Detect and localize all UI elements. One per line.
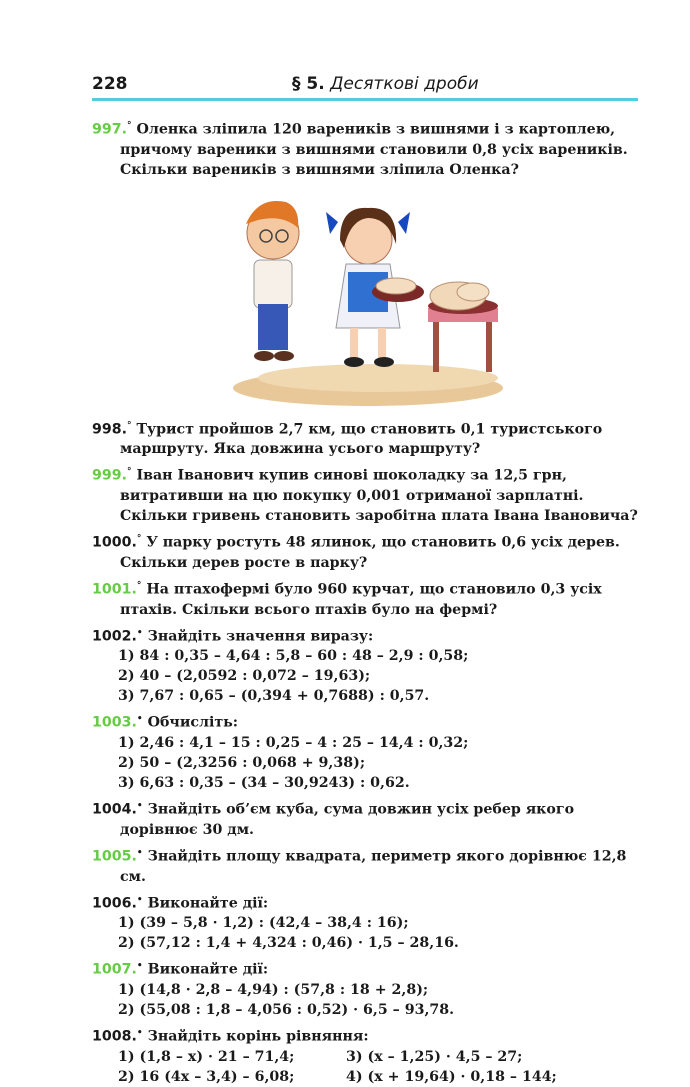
problem-text: Іван Іванович купив синові шоколадку за 12,5 грн, витративши на цю покупку 0,001 отриманої зарплатні. Скільки гривень становить заробітна плата Івана Івановича? [120, 468, 638, 525]
section-title [292, 74, 479, 94]
problem-text: На птахофермі було 960 курчат, що становило 0,3 усіх птахів. Скільки всього птахів було на фермі? [120, 581, 602, 618]
difficulty-mark: ° [127, 420, 132, 431]
difficulty-mark: • [136, 894, 143, 905]
problem-number: 1001. [92, 581, 137, 598]
problem-1005 [92, 843, 638, 887]
expression-line: 2) (55,08 : 1,8 – 4,056 : 0,52) · 6,5 – 93,78. [118, 1002, 455, 1019]
problem-text: Знайдіть площу квадрата, периметр якого дорівнює 12,8 см. [120, 848, 627, 885]
difficulty-mark: • [136, 627, 143, 638]
page-number: 228 [92, 74, 128, 94]
problem-text: Виконайте дії: [147, 962, 269, 979]
equation-line: 4) (x + 19,64) · 0,18 – 144; [346, 1068, 557, 1085]
problem-1006 [92, 890, 638, 914]
problem-text: Знайдіть значення виразу: [147, 628, 374, 645]
problem-1002 [92, 623, 638, 647]
expression-line: 2) 50 – (2,3256 : 0,068 + 9,38); [118, 755, 366, 772]
problem-number: 1006. [92, 895, 137, 912]
illustration-children-dumplings [92, 180, 638, 416]
problem-999 [92, 462, 638, 526]
problem-text: Турист пройшов 2,7 км, що становить 0,1 туристського маршруту. Яка довжина усього маршруту? [120, 421, 603, 458]
equation-line: 3) (x – 1,25) · 4,5 – 27; [346, 1048, 523, 1065]
problem-1008 [92, 1023, 638, 1047]
expression-line: 1) (39 – 5,8 · 1,2) : (42,4 – 38,4 : 16); [118, 915, 409, 932]
difficulty-mark: ° [136, 534, 142, 545]
difficulty-mark: • [136, 847, 143, 858]
problem-text: Оленка зліпила 120 вареників з вишнями і з картоплею, причому вареники з вишнями становили 0,8 усіх вареників. Скільки вареників з вишнями зліпила Оленка? [120, 121, 628, 178]
problem-number: 1007. [92, 962, 137, 979]
page-header [92, 72, 638, 98]
problem-number: 1004. [92, 801, 137, 818]
section-number: § 5. [292, 74, 325, 94]
problem-1003 [92, 709, 638, 733]
difficulty-mark: • [136, 961, 143, 972]
problem-1000 [92, 529, 638, 573]
equation-line: 1) (1,8 – x) · 21 – 71,4; [118, 1048, 295, 1065]
difficulty-mark: ° [136, 580, 142, 591]
problems-list [92, 116, 638, 1087]
equations-column-right [346, 1047, 606, 1087]
equations-column-left [92, 1047, 346, 1087]
equations-columns [92, 1047, 638, 1087]
difficulty-mark: • [136, 801, 143, 812]
problem-number: 1002. [92, 628, 137, 645]
problem-number: 1008. [92, 1028, 137, 1045]
problem-number: 1000. [92, 534, 137, 551]
difficulty-mark: • [136, 1028, 143, 1039]
children-illustration-image [228, 188, 508, 410]
problem-998 [92, 416, 638, 460]
expression-line: 2) 40 – (2,0592 : 0,072 – 19,63); [118, 668, 371, 685]
problem-text: Знайдіть об’єм куба, сума довжин усіх ребер якого дорівнює 30 дм. [120, 801, 575, 838]
problem-1001 [92, 576, 638, 620]
problem-number: 1005. [92, 848, 137, 865]
difficulty-mark: • [136, 714, 143, 725]
equation-line: 2) 16 (4x – 3,4) – 6,08; [118, 1068, 295, 1085]
problem-1004 [92, 796, 638, 840]
difficulty-mark: ° [127, 121, 132, 131]
problem-text: Виконайте дії: [147, 895, 269, 912]
expression-line: 1) (14,8 · 2,8 – 4,94) : (57,8 : 18 + 2,8); [118, 982, 429, 999]
header-rule [92, 98, 638, 101]
problem-number: 997. [92, 121, 128, 138]
difficulty-mark: ° [127, 467, 132, 478]
expression-line: 1) 2,46 : 4,1 – 15 : 0,25 – 4 : 25 – 14,4 : 0,32; [118, 735, 469, 752]
problem-text: Знайдіть корінь рівняння: [147, 1028, 369, 1045]
problem-997 [92, 116, 638, 180]
problem-1007 [92, 956, 638, 980]
problem-number: 1003. [92, 715, 137, 732]
section-name: Десяткові дроби [324, 74, 479, 94]
problem-number: 999. [92, 468, 128, 485]
expression-line: 1) 84 : 0,35 – 4,64 : 5,8 – 60 : 48 – 2,9 : 0,58; [118, 648, 469, 665]
problem-text: Обчисліть: [147, 715, 239, 732]
expression-line: 3) 7,67 : 0,65 – (0,394 + 0,7688) : 0,57. [118, 688, 430, 705]
expression-line: 3) 6,63 : 0,35 – (34 – 30,9243) : 0,62. [118, 775, 410, 792]
problem-number: 998. [92, 421, 128, 438]
problem-text: У парку ростуть 48 ялинок, що становить 0,6 усіх дерев. Скільки дерев росте в парку? [120, 534, 620, 571]
expression-line: 2) (57,12 : 1,4 + 4,324 : 0,46) · 1,5 – 28,16. [118, 935, 459, 952]
